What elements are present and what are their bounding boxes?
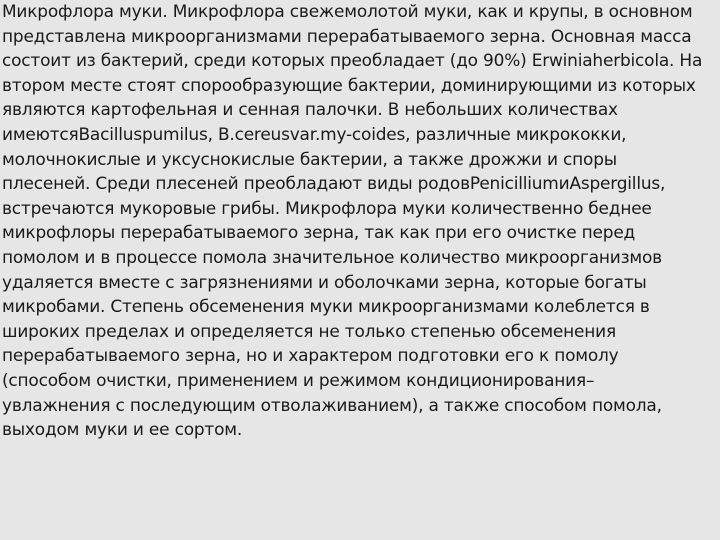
text-line-8: плесеней. Среди плесеней преобладают виды родовPenicilliumиAspergillus, [2, 174, 666, 195]
text-line-1: Микрофлора муки. Микрофлора свежемолотой муки, как и крупы, в основном [2, 2, 693, 22]
text-line-7: молочнокислые и уксуснокислые бактерии, а также дрожжи и споры [2, 149, 617, 170]
text-line-16: (способом очистки, применением и режимом кондиционирования– [2, 370, 595, 391]
text-line-9: встречаются мукоровые грибы. Микрофлора муки количественно беднее [2, 198, 652, 219]
text-line-13: микробами. Степень обсеменения муки микроорганизмами колеблется в [2, 297, 650, 318]
text-line-18: выходом муки и ее сортом. [2, 420, 243, 441]
text-line-15: перерабатываемого зерна, но и характером подготовки его к помолу [2, 346, 619, 367]
text-line-14: широких пределах и определяется не только степенью обсеменения [2, 321, 616, 342]
text-line-10: микрофлоры перерабатываемого зерна, так как при его очистке перед [2, 223, 636, 244]
text-line-17: увлажнения с последующим отволаживанием), а также способом помола, [2, 395, 662, 416]
text-line-2: представлена микроорганизмами перерабатываемого зерна. Основная масса [2, 26, 692, 47]
text-line-5: являются картофельная и сенная палочки. В небольших количествах [2, 100, 618, 121]
text-line-4: втором месте стоят спорообразующие бактерии, доминирующими из которых [2, 75, 696, 96]
text-line-6: имеютсяBacilluspumilus, B.cereusvar.my-coides, различные микрококки, [2, 124, 627, 145]
body-text [2, 0, 718, 443]
text-line-3: состоит из бактерий, среди которых преобладает (до 90%) Erwiniaherbicola. На [2, 51, 703, 72]
text-line-11: помолом и в процессе помола значительное количество микроорганизмов [2, 247, 662, 268]
text-line-12: удаляется вместе с загрязнениями и оболочками зерна, которые богаты [2, 272, 647, 293]
